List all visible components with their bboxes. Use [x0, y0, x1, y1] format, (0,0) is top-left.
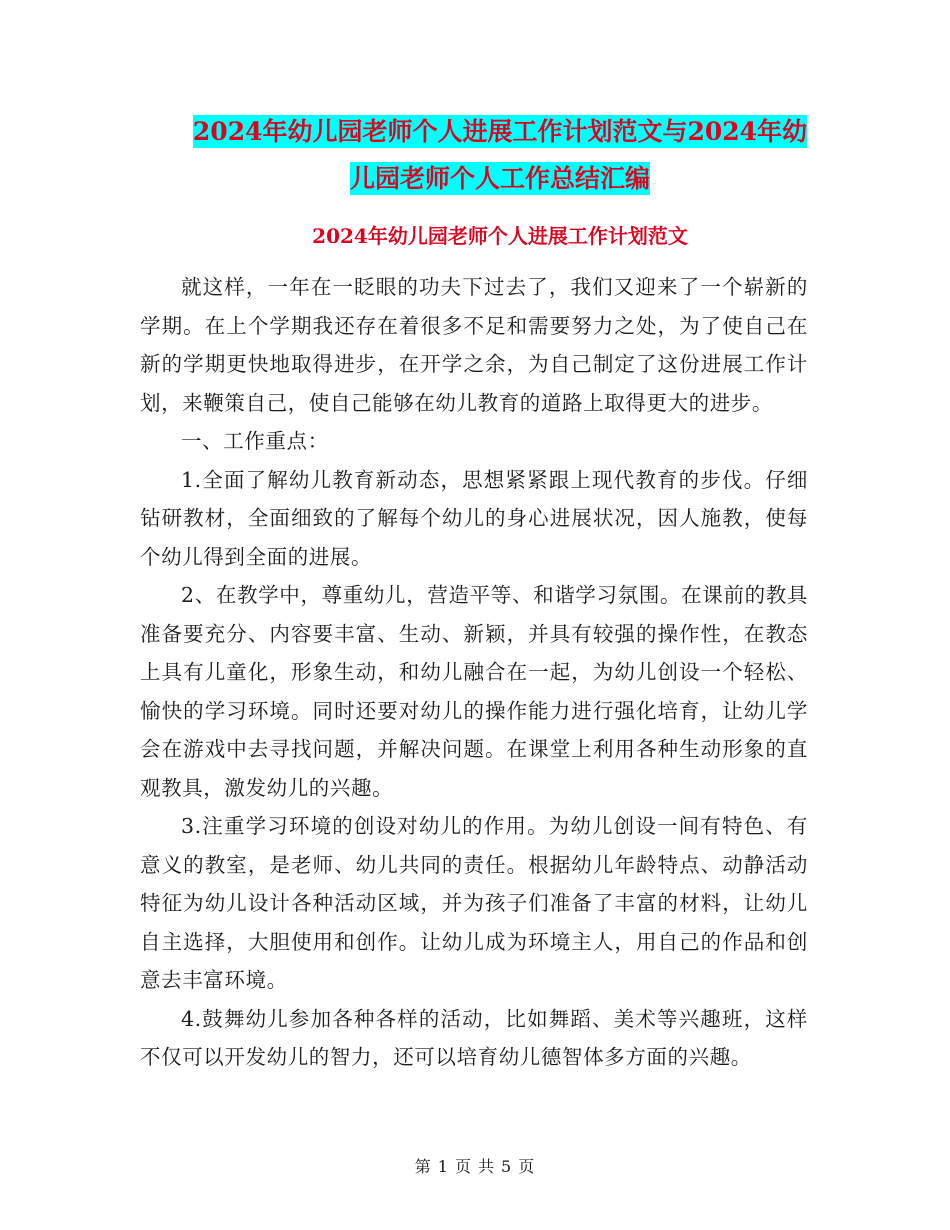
document-title-line-2: 儿园老师个人工作总结汇编 — [349, 164, 650, 193]
page-footer — [0, 1154, 950, 1177]
section-title: 2024年幼儿园老师个人进展工作计划范文 — [312, 224, 688, 248]
paragraph-intro: 就这样，一年在一眨眼的功夫下过去了，我们又迎来了一个崭新的学期。在上个学期我还存在着很多不足和需要努力之处，为了使自己在新的学期更快地取得进步，在开学之余，为自己制定了这份进展工作计划，来鞭策自己，使自己能够在幼儿教育的道路上取得更大的进步。 — [140, 275, 808, 415]
paragraph-item-4: 4.鼓舞幼儿参加各种各样的活动，比如舞蹈、美术等兴趣班，这样不仅可以开发幼儿的智力，还可以培育幼儿德智体多方面的兴趣。 — [140, 1006, 808, 1069]
footer-total-prefix: 共 — [478, 1157, 496, 1176]
paragraph-item-1: 1.全面了解幼儿教育新动态，思想紧紧跟上现代教育的步伐。仔细钻研教材，全面细致的了解每个幼儿的身心进展状况，因人施教，使每个幼儿得到全面的进展。 — [140, 467, 808, 569]
footer-current-page: 1 — [437, 1157, 449, 1176]
footer-suffix: 页 — [518, 1157, 536, 1176]
document-title-line-1: 2024年幼儿园老师个人进展工作计划范文与2024年幼 — [192, 117, 808, 146]
footer-page-word: 页 — [454, 1157, 472, 1176]
paragraph-item-3: 3.注重学习环境的创设对幼儿的作用。为幼儿创设一间有特色、有意义的教室，是老师、幼儿共同的责任。根据幼儿年龄特点、动静活动特征为幼儿设计各种活动区域，并为孩子们准备了丰富的材料，让幼儿自主选择，大胆使用和创作。让幼儿成为环境主人，用自己的作品和创意去丰富环境。 — [140, 814, 808, 992]
footer-total-pages: 5 — [501, 1157, 513, 1176]
paragraph-heading-work-focus: 一、工作重点： — [181, 429, 329, 453]
document-body — [140, 268, 808, 1077]
paragraph-item-2: 2、在教学中，尊重幼儿，营造平等、和谐学习氛围。在课前的教具准备要充分、内容要丰富、生动、新颖，并具有较强的操作性，在教态上具有儿童化，形象生动，和幼儿融合在一起，为幼儿创设一个轻松、愉快的学习环境。同时还要对幼儿的操作能力进行强化培育，让幼儿学会在游戏中去寻找问题，并解决问题。在课堂上利用各种生动形象的直观教具，激发幼儿的兴趣。 — [140, 583, 808, 800]
document-title — [140, 108, 860, 202]
footer-prefix: 第 — [414, 1157, 432, 1176]
